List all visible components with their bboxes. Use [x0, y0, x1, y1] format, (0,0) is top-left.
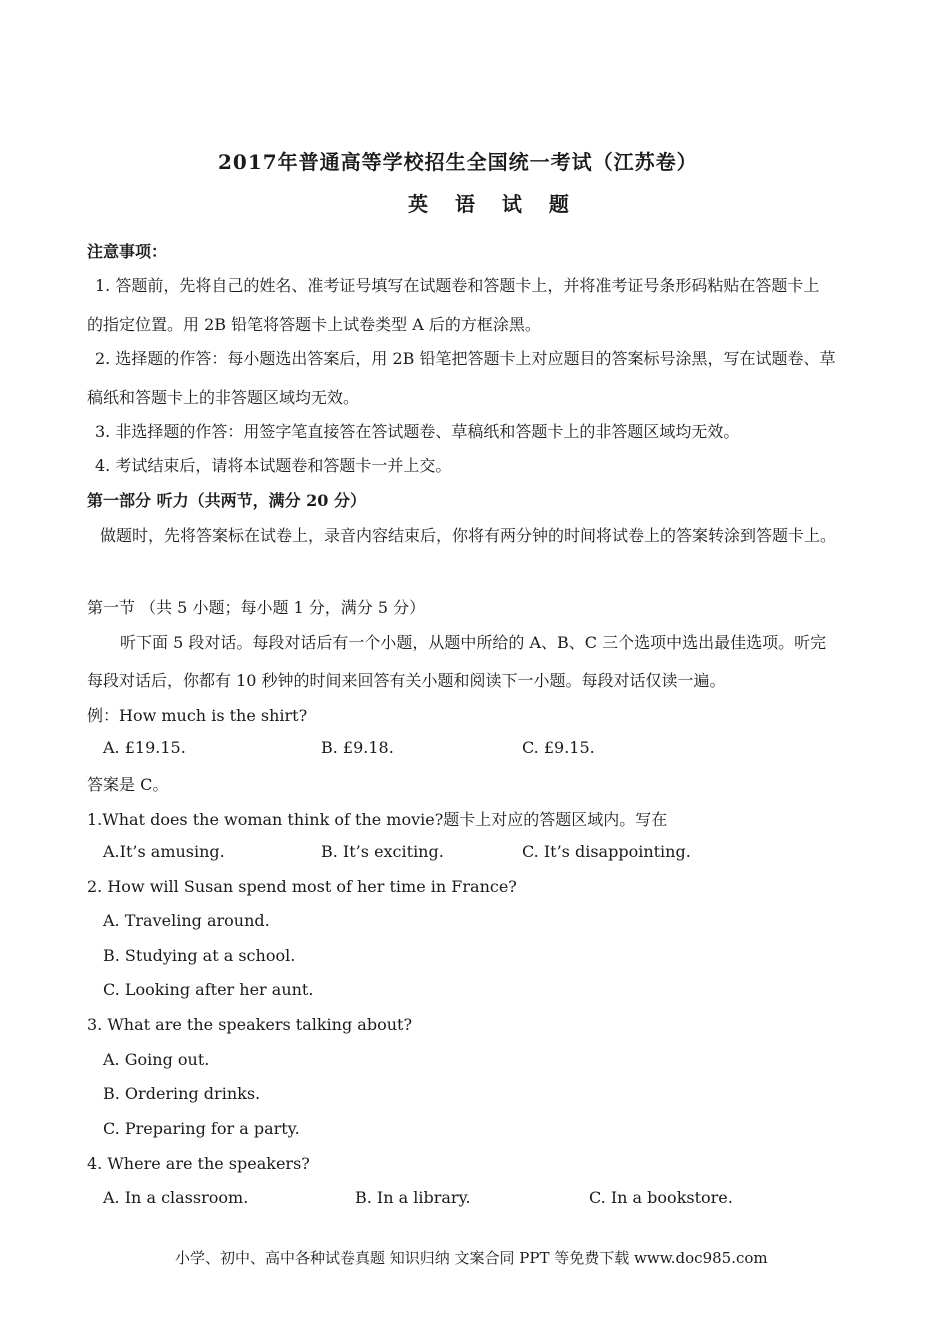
- section1-heading: 第一节 （共 5 小题；每小题 1 分，满分 5 分）: [87, 598, 426, 617]
- q4-option-c: C. In a bookstore.: [589, 1188, 733, 1207]
- q4-option-a: A. In a classroom.: [103, 1188, 249, 1207]
- question-1: 1.What does the woman think of the movie?题卡上对应的答题区域内。写在: [87, 810, 668, 829]
- example-option-a: A. £19.15.: [103, 738, 186, 757]
- notes-item-1-cont: 的指定位置。用 2B 铅笔将答题卡上试卷类型 A 后的方框涂黑。: [87, 315, 541, 334]
- part1-heading: 第一部分 听力（共两节，满分 20 分）: [87, 491, 366, 510]
- exam-title: 2017年普通高等学校招生全国统一考试（江苏卷）: [218, 150, 698, 174]
- q2-option-a: A. Traveling around.: [103, 911, 270, 930]
- q3-option-a: A. Going out.: [103, 1050, 210, 1069]
- question-4: 4. Where are the speakers?: [87, 1154, 310, 1173]
- q1-option-c: C. It’s disappointing.: [522, 842, 691, 861]
- part1-instruction: 做题时，先将答案标在试卷上，录音内容结束后，你将有两分钟的时间将试卷上的答案转涂到答题卡上。: [100, 526, 837, 545]
- section1-instruction-1: 听下面 5 段对话。每段对话后有一个小题，从题中所给的 A、B、C 三个选项中选出最佳选项。听完: [120, 633, 827, 652]
- question-3: 3. What are the speakers talking about?: [87, 1015, 413, 1034]
- footer-promo: 小学、初中、高中各种试卷真题 知识归纳 文案合同 PPT 等免费下载 www.doc985.com: [175, 1249, 768, 1267]
- q2-option-b: B. Studying at a school.: [103, 946, 296, 965]
- example-option-c: C. £9.15.: [522, 738, 595, 757]
- notes-item-3: 3. 非选择题的作答：用签字笔直接答在答试题卷、草稿纸和答题卡上的非答题区域均无效。: [95, 422, 740, 441]
- notes-item-1: 1. 答题前，先将自己的姓名、准考证号填写在试题卷和答题卡上，并将准考证号条形码粘贴在答题卡上: [95, 276, 820, 295]
- notes-item-4: 4. 考试结束后，请将本试题卷和答题卡一并上交。: [95, 456, 452, 475]
- q3-option-b: B. Ordering drinks.: [103, 1084, 261, 1103]
- q3-option-c: C. Preparing for a party.: [103, 1119, 300, 1138]
- q4-option-b: B. In a library.: [355, 1188, 471, 1207]
- q1-option-a: A.It’s amusing.: [103, 842, 225, 861]
- question-2: 2. How will Susan spend most of her time in France?: [87, 877, 517, 896]
- example-answer: 答案是 C。: [87, 775, 169, 794]
- example-question: 例：How much is the shirt?: [87, 706, 308, 725]
- section1-instruction-2: 每段对话后，你都有 10 秒钟的时间来回答有关小题和阅读下一小题。每段对话仅读一遍。: [87, 671, 726, 690]
- notes-item-2: 2. 选择题的作答：每小题选出答案后，用 2B 铅笔把答题卡上对应题目的答案标号涂黑，写在试题卷、草: [95, 349, 836, 368]
- example-option-b: B. £9.18.: [321, 738, 394, 757]
- notes-item-2-cont: 稿纸和答题卡上的非答题区域均无效。: [87, 388, 360, 407]
- exam-subtitle: 英 语 试 题: [408, 192, 579, 216]
- q2-option-c: C. Looking after her aunt.: [103, 980, 314, 999]
- notes-heading: 注意事项：: [87, 242, 168, 261]
- q1-option-b: B. It’s exciting.: [321, 842, 444, 861]
